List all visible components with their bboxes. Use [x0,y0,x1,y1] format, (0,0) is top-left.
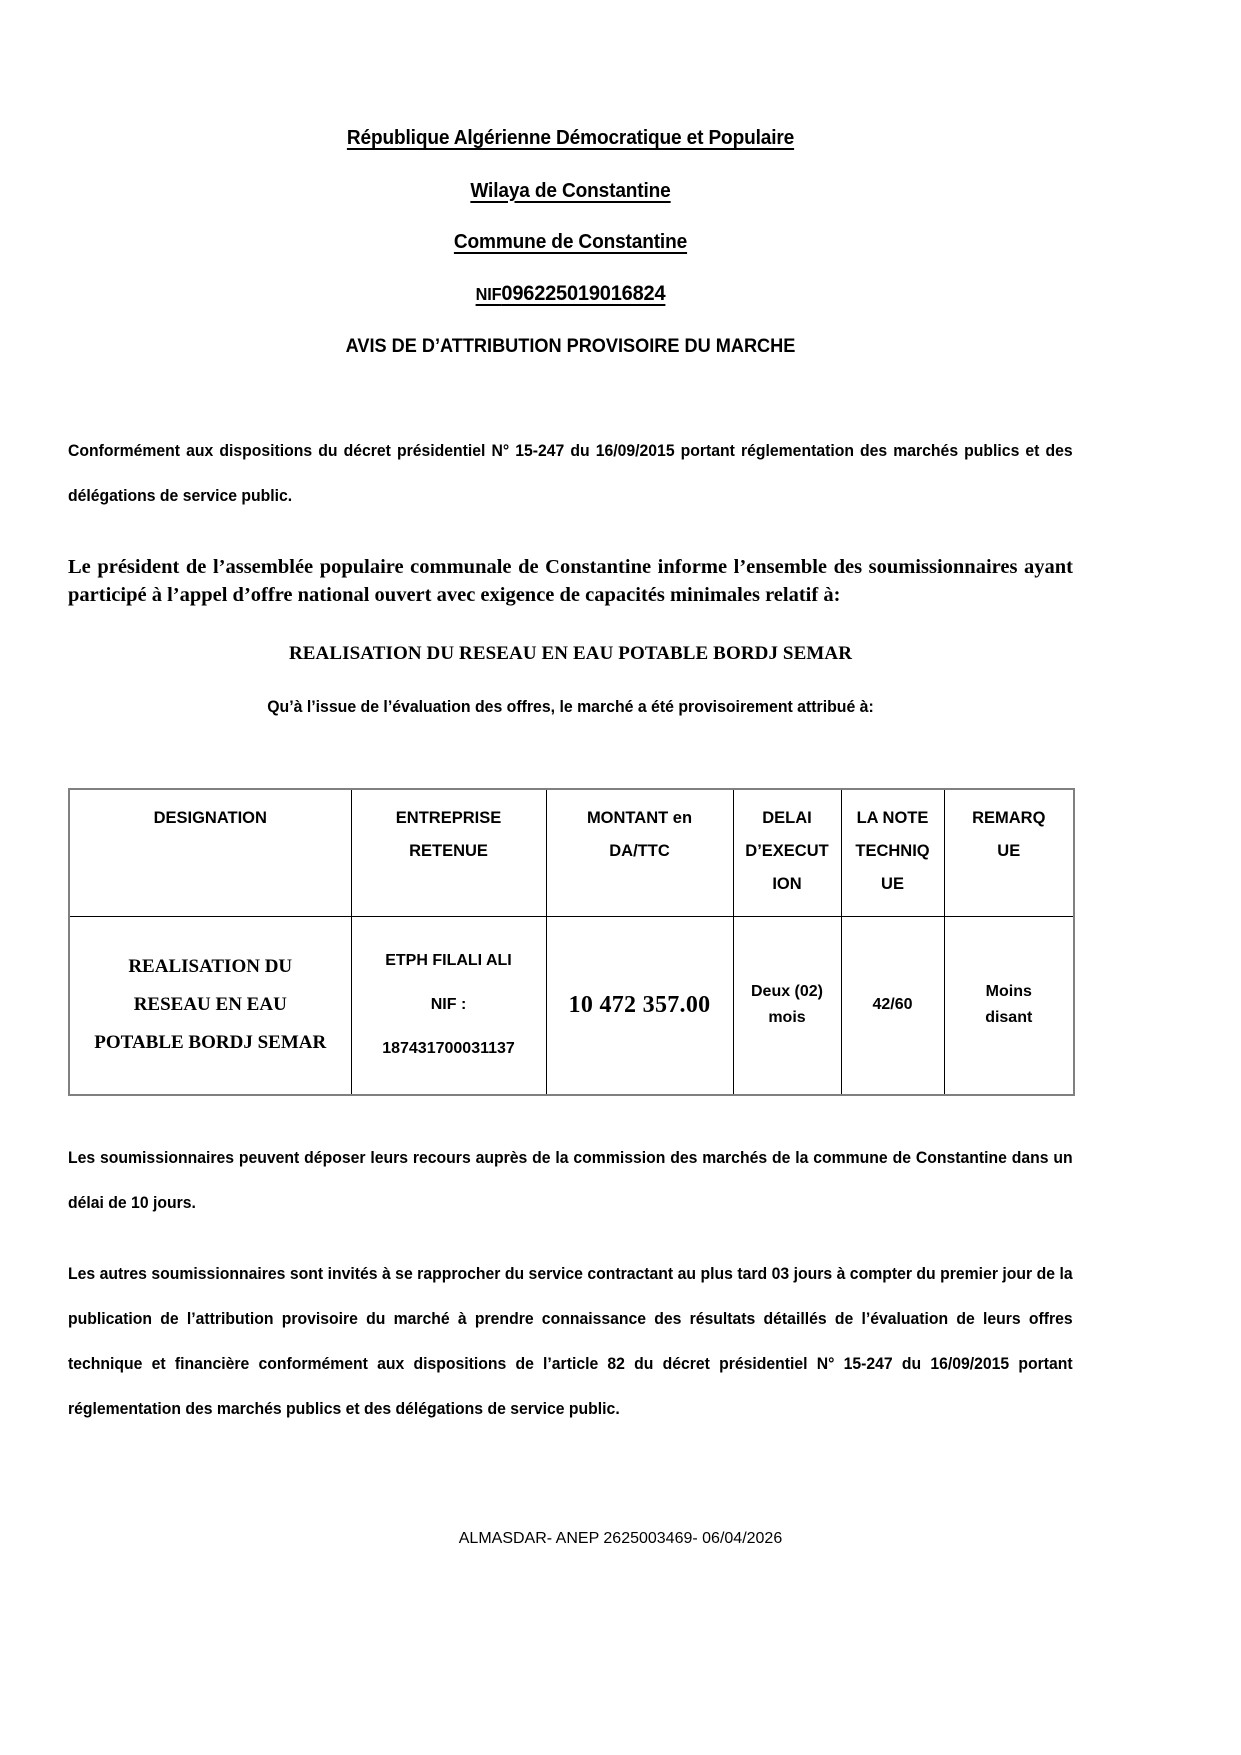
table-header-entreprise [351,789,546,917]
table-header-entreprise-l2: RETENUE [409,841,488,860]
paragraph-autres-soumissionnaires: Les autres soumissionnaires sont invités à se rapprocher du service contractant au plus tard 03 jours à compter du premier jour de la publication de l’attribution provisoire du marché à prendre connaissance des résultats détaillés de l’évaluation de leurs offres technique et financière conformément aux dispositions de l’article 82 du décret présidentiel N° 15-247 du 16/09/2015 portant réglementation des marchés publics et des délégations de service public. [68,1264,1073,1418]
table-header-designation-l1: DESIGNATION [153,808,267,827]
header-line-commune-text: Commune de Constantine [453,230,688,253]
paragraph-recours: Les soumissionnaires peuvent déposer leurs recours auprès de la commission des marchés de la commune de Constantine dans un délai de 10 jours. [68,1148,1073,1212]
nif-number: 096225019016824 [501,280,666,305]
cell-entreprise-name: ETPH FILALI ALI [385,952,512,969]
cell-remarque-l2: disant [985,1009,1033,1026]
nif-group [476,282,666,305]
table-header-montant [546,789,733,917]
cell-delai-l1: Deux (02) [750,983,824,1000]
table-header-note-l1: LA NOTE [856,808,929,827]
table-header-delai-l1: DELAI [762,808,812,827]
table-header-row [69,789,1074,917]
header-line-nif [103,280,1038,305]
cell-remarque-l1: Moins [985,983,1032,1000]
header-line-commune [103,232,1038,253]
cell-delai-l2: mois [768,1009,806,1026]
table-header-remarque [944,789,1074,917]
header-line-republic [103,128,1038,149]
header-line-republic-text: République Algérienne Démocratique et Populaire [346,126,795,149]
table-header-remarque-l1: REMARQ [972,808,1046,827]
table-header-note-l3: UE [881,874,904,893]
cell-entreprise-nif-value: 187431700031137 [382,1040,515,1057]
table-header-delai-l2: D’EXECUT [745,841,829,860]
table-header-entreprise-l1: ENTREPRISE [395,808,502,827]
table-header-designation [69,789,351,917]
table-header-delai-l3: ION [772,874,802,893]
paragraph-issue-evaluation: Qu’à l’issue de l’évaluation des offres, le marché a été provisoirement attribué à: [267,697,874,716]
document-header [68,0,1073,357]
attribution-table-wrapper [68,788,1073,1096]
header-line-wilaya [103,178,1038,202]
cell-entreprise-nif-label: NIF : [430,996,467,1013]
table-header-delai [733,789,841,917]
cell-entreprise [351,916,546,1095]
cell-note-technique: 42/60 [841,916,944,1095]
page-title: AVIS DE D’ATTRIBUTION PROVISOIRE DU MARCHE [345,335,796,357]
table-header-note [841,789,944,917]
document-content [68,0,1073,1432]
cell-designation: REALISATION DU RESEAU EN EAU POTABLE BORDJ SEMAR [69,916,351,1095]
heading-market-object: REALISATION DU RESEAU EN EAU POTABLE BORDJ SEMAR [288,642,853,664]
table-header-montant-l1: MONTANT en [586,808,693,827]
paragraph-president: Le président de l’assemblée populaire communale de Constantine informe l’ensemble des soumissionnaires ayant participé à l’appel d’offre national ouvert avec exigence de capacités minimales relatif à: [68,555,1073,606]
table-header-remarque-l2: UE [997,841,1021,860]
table-header-note-l2: TECHNIQ [855,841,930,860]
table-row [69,916,1074,1095]
nif-label: NIF [475,283,502,304]
paragraph-conformement: Conformément aux dispositions du décret présidentiel N° 15-247 du 16/09/2015 portant réglementation des marchés publics et des délégations de service public. [68,441,1073,505]
cell-remarque [944,916,1074,1095]
footer-anep-reference: ALMASDAR- ANEP 2625003469- 06/04/2026 [458,1530,783,1547]
cell-montant: 10 472 357.00 [546,916,733,1095]
attribution-table [68,788,1075,1096]
header-line-wilaya-text: Wilaya de Constantine [470,178,671,202]
cell-delai [733,916,841,1095]
table-header-montant-l2: DA/TTC [609,841,670,860]
